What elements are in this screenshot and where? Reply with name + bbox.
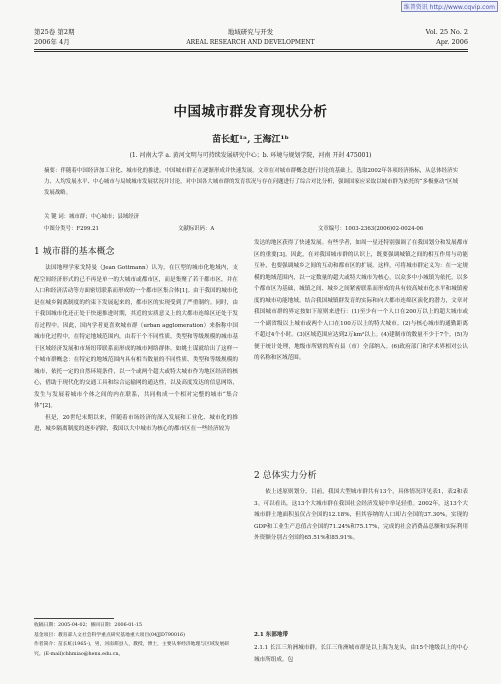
classification-number: 中图分类号：F299.21 — [44, 226, 99, 232]
article-number: 文章编号：1003-2363(2006)02-0024-06 — [318, 226, 424, 232]
header-rule — [34, 49, 468, 50]
paragraph: 法国地理学家戈特曼（Jean Gottmann）认为，在巨型的城市化地域内，支配空间经济形式的已不再是单一的大城市或都市区，而是集聚了若干都市区，并在人口和经济活动等方面密切联系而形成的一个都市区集合体[1]。由于我国的城市化是在城乡隔离制度的约束下发展起来的，都市区的实现受到了严重制约。同时，由于我国城市化还正处于快速推进时期，其近的实质意义上的大都市连绵区还处于发育过程中。因此，国内学者更喜欢城市群（urban agglomeration）来指称中国城市化过程中，在特定地域范围内，由若干个不同性质、类型和等级规模的城市基于区域经济发展和市场纽带联系而形成的城市网络群体。如姚士谋就给出了这样一个城市群概念：在特定的地域范围内具有相当数量的不同性质、类型和等级规模的城市，依托一定的自然环境条件，以一个或两个超大或特大城市作为地区经济的核心，借助于现代化的交通工具和综合运输网的通达性，以及高度发达的信息网络，发生与发展着城市个体之间的内在联系，共同构成一个相对完整的城市“集合体”[2]。 — [34, 265, 238, 409]
watermark: 维普资讯 http://www.cqvip.com — [401, 1, 498, 12]
footnotes — [34, 621, 234, 659]
journal-date-en: Apr. 2006 — [436, 38, 468, 46]
journal-name-cn: 地域研究与开发 — [227, 28, 274, 36]
affiliation: (1. 河南大学 a. 黄河文明与可持续发展研究中心；b. 环境与规划学院，河南 开封 475001) — [129, 152, 372, 159]
footnote-funding: 基金项目：教育部人文社会科学重点研究基地重大项目(04JJD790016) — [34, 632, 185, 638]
paragraph: 2.1.1 长江三角洲城市群。长江三角洲城市群是以上海为龙头，由15个地级以上的中心城市所组成。包 — [254, 645, 468, 663]
paragraph: 但是，20世纪末期以来，伴随着市场经济的深入发展和工业化、城市化的推进，城乡隔离制度的逐步消除，我国以大中城市为核心的都市区在一些经济较为 — [34, 414, 238, 432]
journal-volume: 第25卷 第2期 — [34, 28, 75, 36]
authors: 苗长虹¹ᵃ, 王海江¹ᵇ — [212, 135, 289, 145]
paragraph: 依上述原则划分，目前，我国大型城市群共有13个，具体情况详见表1，表2和表3。可以看出，这13个大城市群在我国社会经济发展中举足轻重。2002年，这13个大城市群土地面积虽仅占全国的12.18%，但其容纳的人口却占全国的37.30%，实现的GDP和工业生产总值占全国的71.24%和75.17%，完成的社会消费品总额和实际利用外资额分别占全国的65.51%和85.91%。 — [254, 489, 468, 541]
journal-volume-en: Vol. 25 No. 2 — [425, 28, 468, 36]
footnote-received: 收稿日期：2005-04-02；修回日期：2006-01-15 — [34, 623, 143, 628]
section-2-heading: 2 总体实力分析 — [254, 471, 317, 481]
header-rule-2 — [34, 51, 468, 52]
journal-name-en: AREAL RESEARCH AND DEVELOPMENT — [186, 39, 315, 46]
footnote-author: 作者简介：苗长虹(1965-)，男，河南郏县人，教授，博士，主要从事经济地理与区域发展研究。(E-mail)chhmiao@henu.edu.cn。 — [34, 642, 230, 657]
paper-title: 中国城市群发育现状分析 — [173, 104, 328, 120]
subsection-text — [254, 643, 468, 666]
right-column-2 — [254, 487, 468, 545]
journal-date: 2006年 4月 — [34, 38, 70, 46]
right-column — [254, 238, 468, 365]
section-1-heading: 1 城市群的基本概念 — [34, 247, 115, 257]
subsection-heading: 2.1 东部地带 — [254, 632, 289, 638]
keywords: 关 键 词：城市群；中心城市；县域经济 — [44, 214, 140, 220]
left-column — [34, 263, 238, 436]
document-code: 文献标识码：A — [178, 226, 215, 232]
footnote-rule — [34, 618, 114, 619]
abstract: 摘要：伴随着中国经济加工业化、城市化的推进，中国城市群正在逐渐形成并快速发展。文章在对城市群概念进行讨论的基础上，选取2002年各项经济指标，从总体经济实力、人均发展水平、中心城市与局域城市发展状况并讨论，对中国各大城市群的发育状况与存在问题进行了综合对比分析，强调国家应采取以城市群为依托的“多极驱动”区域发展战略。 — [44, 168, 458, 196]
paragraph: 发达的地区获得了快速发展。有些学者，如周一星还特别强调了在我国划分和发展都市区的重要[3]。因此，在对我国城市群的认识上，既要强调城镇之间的相互作用与功能互补，也要强调城乡之间的互动和都市区的扩展。这样，可将城市群定义为：在一定规模的地域范围内，以一定数量的超大或特大城市为核心，以众多中小城镇为依托，以多个都市区为基础，城镇之间、城乡之间紧密联系而形成的具有较高城市化水平和城镇密度的城市功能地域。结合我国城镇群发育的实际和向大都市连绵区演化的潜力，文章对我国城市群的界定按如下原则来进行：(1)至少有一个人口在200万以上的超大城市或一个副省级以上城市或两个人口在100万以上的特大城市。(2)与核心城市的通勤距离不超过4个小时。(3)区域范围应达到2万km²以上。(4)建制市的数量不少于7个。(5)为便于统计处理，地级市所辖的所有县（市）全部纳入。(6)政府部门和学术界相对公认的名称和区域范围。 — [254, 240, 468, 361]
